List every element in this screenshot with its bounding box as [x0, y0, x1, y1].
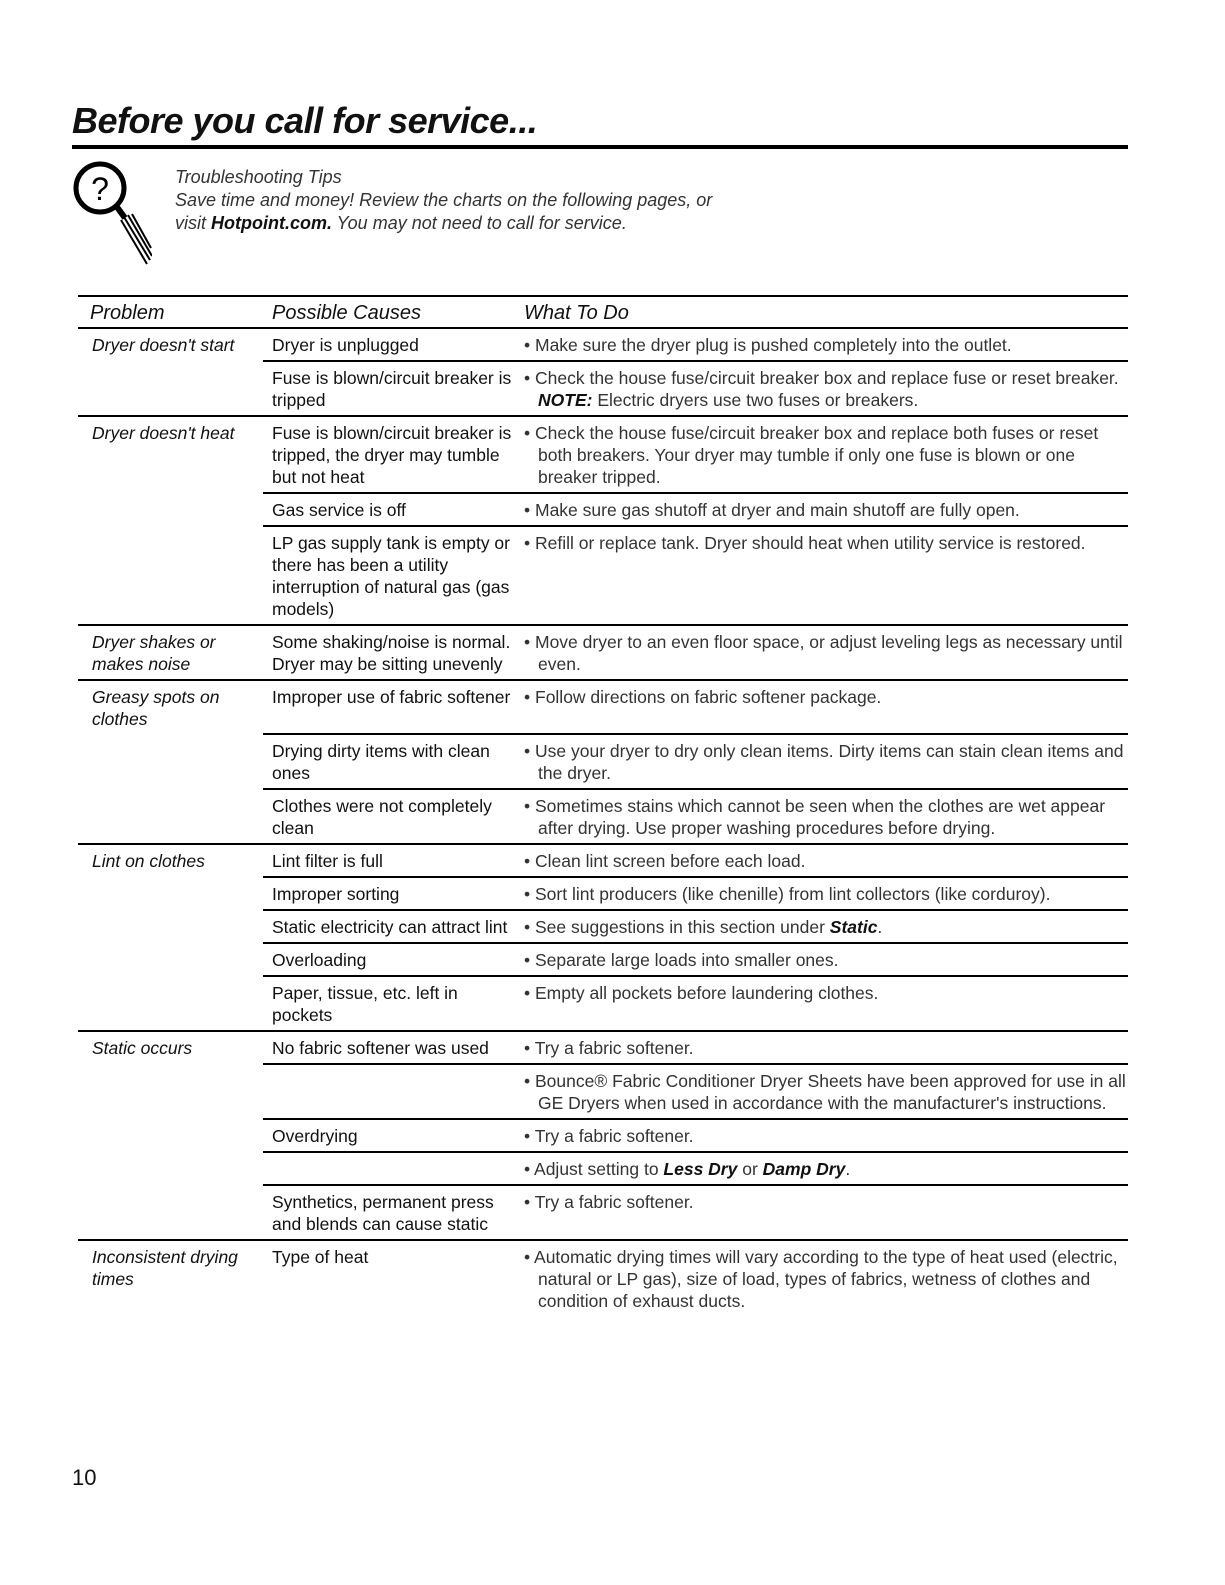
- problem-cell: Static occurs: [92, 1038, 193, 1058]
- todo-cell: [515, 844, 1128, 877]
- cause-cell: Some shaking/noise is normal. Dryer may be sitting unevenly: [263, 625, 515, 680]
- todo-bullet: • Refill or replace tank. Dryer should heat when utility service is restored.: [524, 532, 1128, 554]
- problem-cell: Lint on clothes: [92, 851, 205, 871]
- todo-cell: [515, 526, 1128, 625]
- table-row: [78, 844, 1128, 877]
- problem-cell: Dryer doesn't start: [92, 335, 235, 355]
- problem-cell: Greasy spots on clothes: [92, 687, 220, 729]
- table-row: [78, 1185, 1128, 1240]
- page-title: Before you call for service...: [72, 100, 538, 141]
- todo-bullet: • Make sure the dryer plug is pushed completely into the outlet.: [524, 334, 1128, 356]
- header-problem: Problem: [78, 296, 263, 328]
- table-row: [78, 943, 1128, 976]
- todo-cell: [515, 680, 1128, 734]
- todo-cell: [515, 1152, 1128, 1185]
- problem-cell: Inconsistent drying times: [92, 1247, 238, 1289]
- tips-visit: visit: [175, 213, 211, 233]
- table-header-row: [78, 296, 1128, 328]
- problem-cell: [78, 877, 263, 910]
- todo-bullet: • Automatic drying times will vary according to the type of heat used (electric, natural or LP gas), size of load, types of fabrics, wetness of clothes and condition of exhaust ducts.: [524, 1246, 1128, 1312]
- todo-cell: [515, 361, 1128, 416]
- problem-cell: [78, 976, 263, 1031]
- problem-cell: [78, 361, 263, 416]
- todo-cell: [515, 416, 1128, 493]
- table-row: [78, 328, 1128, 361]
- problem-cell: [78, 943, 263, 976]
- cause-cell: Dryer is unplugged: [263, 328, 515, 361]
- tips-heading: Troubleshooting Tips: [175, 167, 342, 187]
- problem-cell: [78, 1185, 263, 1240]
- page-number: 10: [72, 1465, 97, 1490]
- todo-cell: [515, 789, 1128, 844]
- todo-bullet: • Clean lint screen before each load.: [524, 850, 1128, 872]
- todo-bullet: • Make sure gas shutoff at dryer and main shutoff are fully open.: [524, 499, 1128, 521]
- problem-cell: [78, 1119, 263, 1152]
- table-row: [78, 1031, 1128, 1064]
- cause-cell: Fuse is blown/circuit breaker is tripped: [263, 361, 515, 416]
- todo-cell: [515, 943, 1128, 976]
- question-magnifier-icon: [62, 160, 152, 270]
- table-row: [78, 976, 1128, 1031]
- svg-text:?: ?: [91, 171, 109, 207]
- problem-cell: [78, 1152, 263, 1185]
- todo-cell: [515, 625, 1128, 680]
- tips-tail: You may not need to call for service.: [331, 213, 627, 233]
- todo-bullet: • Bounce® Fabric Conditioner Dryer Sheets have been approved for use in all GE Dryers when used in accordance with the manufacturer's instructions.: [524, 1070, 1128, 1114]
- todo-cell: [515, 328, 1128, 361]
- todo-bullet: • Move dryer to an even floor space, or adjust leveling legs as necessary until even.: [524, 631, 1128, 675]
- table-row: [78, 1064, 1128, 1119]
- todo-bullet: • Sometimes stains which cannot be seen when the clothes are wet appear after drying. Use proper washing procedures before drying.: [524, 795, 1128, 839]
- problem-cell: [78, 526, 263, 625]
- tips-line-2: [175, 212, 712, 235]
- table-row: [78, 877, 1128, 910]
- cause-cell: Paper, tissue, etc. left in pockets: [263, 976, 515, 1031]
- todo-cell: [515, 1064, 1128, 1119]
- todo-cell: [515, 877, 1128, 910]
- cause-cell: Clothes were not completely clean: [263, 789, 515, 844]
- cause-cell: [263, 1152, 515, 1185]
- cause-cell: LP gas supply tank is empty or there has been a utility interruption of natural gas (gas models): [263, 526, 515, 625]
- table-row: [78, 680, 1128, 734]
- problem-cell: [78, 734, 263, 789]
- table-row: [78, 526, 1128, 625]
- cause-cell: Improper sorting: [263, 877, 515, 910]
- cause-cell: Gas service is off: [263, 493, 515, 526]
- todo-bullet: • Try a fabric softener.: [524, 1191, 1128, 1213]
- todo-cell: [515, 493, 1128, 526]
- header-what-to-do: What To Do: [515, 296, 1128, 328]
- todo-bullet: • Check the house fuse/circuit breaker box and replace fuse or reset breaker. NOTE: Electric dryers use two fuses or breakers.: [524, 367, 1128, 411]
- problem-cell: Dryer doesn't heat: [92, 423, 235, 443]
- cause-cell: No fabric softener was used: [263, 1031, 515, 1064]
- todo-bullet: • Use your dryer to dry only clean items. Dirty items can stain clean items and the dryer.: [524, 740, 1128, 784]
- todo-cell: [515, 1185, 1128, 1240]
- table-row: [78, 361, 1128, 416]
- todo-bullet: • Check the house fuse/circuit breaker box and replace both fuses or reset both breakers. Your dryer may tumble if only one fuse is blown or one breaker tripped.: [524, 422, 1128, 488]
- table-row: [78, 625, 1128, 680]
- todo-cell: [515, 734, 1128, 789]
- cause-cell: Static electricity can attract lint: [263, 910, 515, 943]
- table-row: [78, 789, 1128, 844]
- todo-cell: [515, 1031, 1128, 1064]
- cause-cell: Fuse is blown/circuit breaker is tripped, the dryer may tumble but not heat: [263, 416, 515, 493]
- cause-cell: Type of heat: [272, 1247, 369, 1267]
- cause-cell: [263, 1064, 515, 1119]
- problem-cell: [78, 910, 263, 943]
- todo-bullet: • See suggestions in this section under Static.: [524, 916, 1128, 938]
- todo-bullet: • Follow directions on fabric softener package.: [524, 686, 1128, 708]
- cause-cell: Synthetics, permanent press and blends can cause static: [263, 1185, 515, 1240]
- website-link[interactable]: Hotpoint.com.: [211, 213, 332, 233]
- table-row: [78, 734, 1128, 789]
- table-row: [78, 493, 1128, 526]
- troubleshooting-tips: [175, 166, 712, 235]
- todo-bullet: • Try a fabric softener.: [524, 1037, 1128, 1059]
- table-row: [78, 1119, 1128, 1152]
- table-row: [78, 1240, 1128, 1316]
- todo-cell: [515, 1119, 1128, 1152]
- problem-cell: [78, 493, 263, 526]
- cause-cell: Lint filter is full: [263, 844, 515, 877]
- cause-cell: Improper use of fabric softener: [263, 680, 515, 734]
- todo-bullet: • Try a fabric softener.: [524, 1125, 1128, 1147]
- todo-cell: [515, 910, 1128, 943]
- title-divider: [72, 145, 1128, 149]
- problem-cell: [78, 1064, 263, 1119]
- todo-cell: [515, 976, 1128, 1031]
- table-row: [78, 910, 1128, 943]
- todo-bullet: • Empty all pockets before laundering clothes.: [524, 982, 1128, 1004]
- troubleshooting-table: [78, 295, 1128, 1316]
- todo-cell: [515, 1240, 1128, 1316]
- problem-cell: Dryer shakes or makes noise: [78, 625, 263, 680]
- header-possible-causes: Possible Causes: [263, 296, 515, 328]
- todo-bullet: • Adjust setting to Less Dry or Damp Dry.: [524, 1158, 1128, 1180]
- todo-bullet: • Separate large loads into smaller ones.: [524, 949, 1128, 971]
- table-row: [78, 416, 1128, 493]
- cause-cell: Drying dirty items with clean ones: [263, 734, 515, 789]
- cause-cell: Overloading: [263, 943, 515, 976]
- table-row: [78, 1152, 1128, 1185]
- problem-cell: [78, 789, 263, 844]
- tips-line-1: Save time and money! Review the charts on the following pages, or: [175, 190, 713, 210]
- cause-cell: Overdrying: [263, 1119, 515, 1152]
- todo-bullet: • Sort lint producers (like chenille) from lint collectors (like corduroy).: [524, 883, 1128, 905]
